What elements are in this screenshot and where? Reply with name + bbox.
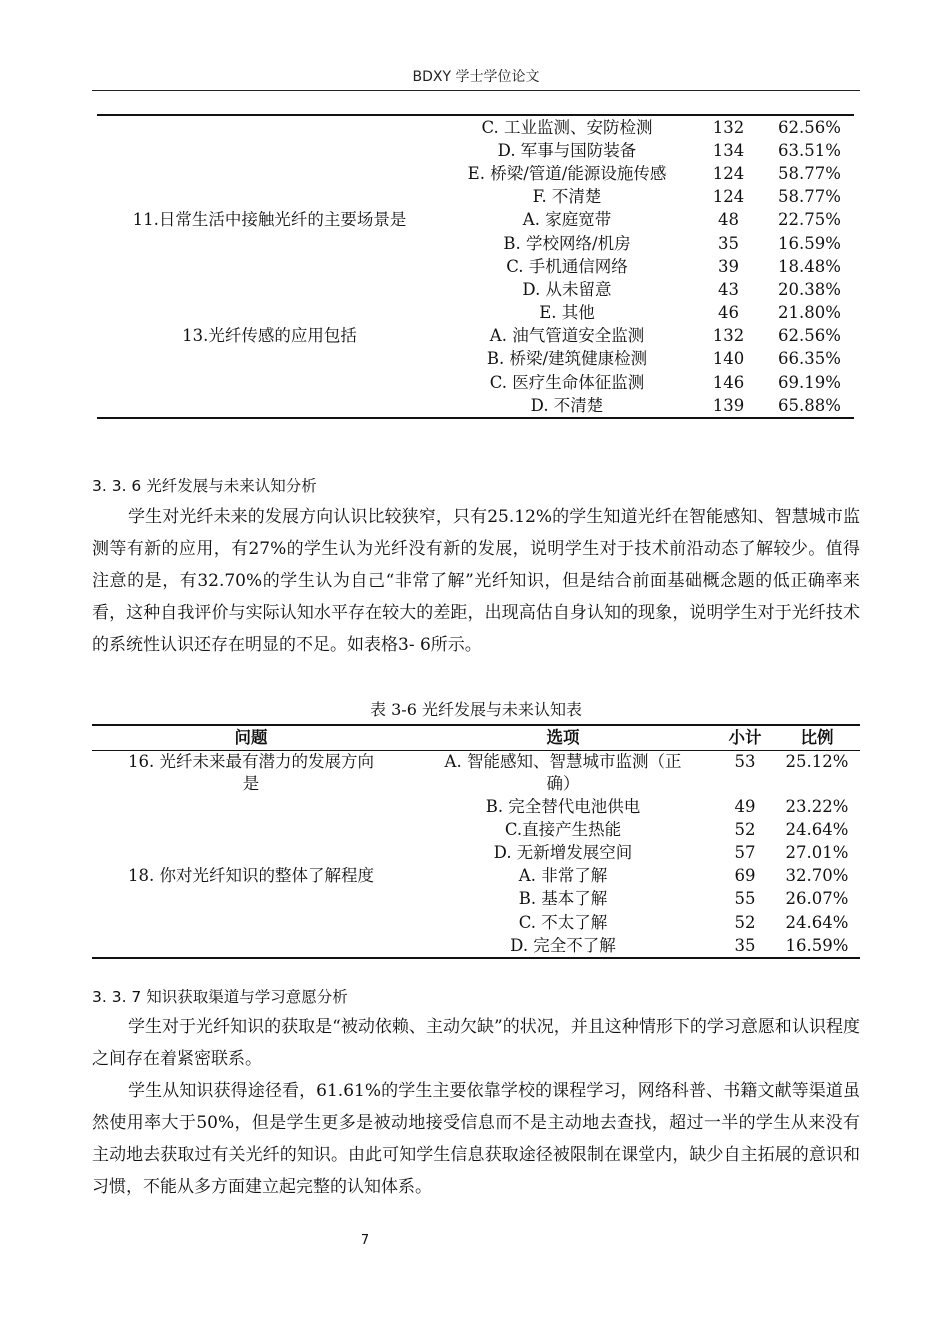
percent-cell: 24.64% xyxy=(785,912,849,932)
count-cell: 35 xyxy=(718,233,739,253)
count-cell: 139 xyxy=(712,395,745,415)
paragraph-3-3-7-b: 学生从知识获得途径看，61.61%的学生主要依靠学校的课程学习，网络科普、书籍文献等渠道虽然使用率大于50%，但是学生更多是被动地接受信息而不是主动地去查找，超过一半的学生从来没有主动地去获取过有关光纤的知识。由此可知学生信息获取途径被限制在课堂内，缺少自主拓展的意识和习惯，不能从多方面建立起完整的认知体系。 xyxy=(92,1081,860,1197)
table-row xyxy=(92,888,860,911)
count-cell: 53 xyxy=(734,752,756,771)
question-cell xyxy=(97,302,442,325)
option-cell: C. 医疗生命体征监测 xyxy=(489,372,645,392)
percent-cell: 58.77% xyxy=(778,187,841,207)
paragraph-3-3-7-a: 学生对于光纤知识的获取是“被动依赖、主动欠缺”的状况，并且这种情形下的学习意愿和认识程度之间存在着紧密联系。 xyxy=(92,1017,860,1069)
table-row xyxy=(97,186,854,209)
percent-cell: 23.22% xyxy=(785,796,849,816)
table-row xyxy=(92,841,860,864)
question-cell xyxy=(97,162,442,185)
count-cell: 55 xyxy=(734,889,756,909)
percent-cell: 26.07% xyxy=(785,889,849,909)
count-cell: 48 xyxy=(718,210,739,230)
question-cell: 11.日常生活中接触光纤的主要场景是 xyxy=(132,210,407,230)
table-header-row xyxy=(92,725,860,751)
option-cell: C.直接产生热能 xyxy=(504,819,622,839)
header-question: 问题 xyxy=(92,725,410,751)
table-row xyxy=(97,115,854,139)
table-row xyxy=(92,934,860,958)
count-cell: 39 xyxy=(718,256,739,276)
header-count: 小计 xyxy=(716,725,774,751)
count-cell: 132 xyxy=(712,326,745,346)
table-row xyxy=(92,818,860,841)
table-row xyxy=(97,255,854,278)
header-rule xyxy=(92,90,860,91)
question-cell: 13.光纤传感的应用包括 xyxy=(182,326,357,346)
table-continued xyxy=(97,114,854,419)
count-cell: 69 xyxy=(734,866,756,886)
option-cell: A. 智能感知、智慧城市监测（正确） xyxy=(444,752,682,793)
count-cell: 124 xyxy=(712,187,745,207)
option-cell: C. 手机通信网络 xyxy=(506,256,628,276)
count-cell: 124 xyxy=(712,163,745,183)
table-row xyxy=(97,209,854,232)
option-cell: B. 完全替代电池供电 xyxy=(485,796,641,816)
option-cell: C. 工业监测、安防检测 xyxy=(481,117,653,137)
count-cell: 134 xyxy=(712,140,745,160)
option-cell: A. 非常了解 xyxy=(518,866,608,886)
option-cell: D. 完全不了解 xyxy=(510,935,616,955)
percent-cell: 65.88% xyxy=(778,395,841,415)
count-cell: 46 xyxy=(718,303,739,323)
percent-cell: 25.12% xyxy=(785,752,849,771)
table-3-6 xyxy=(92,724,860,959)
count-cell: 132 xyxy=(712,117,745,137)
table-caption: 表 3-6 光纤发展与未来认知表 xyxy=(370,700,582,719)
header-percent: 比例 xyxy=(774,725,860,751)
percent-cell: 24.64% xyxy=(785,819,849,839)
count-cell: 52 xyxy=(734,912,756,932)
question-cell: 18. 你对光纤知识的整体了解程度 xyxy=(128,866,374,886)
question-cell xyxy=(97,139,442,162)
table-row xyxy=(92,751,860,796)
percent-cell: 20.38% xyxy=(778,279,841,299)
percent-cell: 32.70% xyxy=(785,866,849,886)
count-cell: 52 xyxy=(734,819,756,839)
percent-cell: 16.59% xyxy=(785,935,849,955)
percent-cell: 62.56% xyxy=(778,326,841,346)
table-row xyxy=(92,795,860,818)
percent-cell: 22.75% xyxy=(778,210,841,230)
percent-cell: 27.01% xyxy=(785,842,849,862)
option-cell: D. 军事与国防装备 xyxy=(497,140,637,160)
page-header: BDXY 学士学位论文 xyxy=(412,69,540,85)
option-cell: C. 不太了解 xyxy=(518,912,608,932)
count-cell: 57 xyxy=(734,842,756,862)
count-cell: 43 xyxy=(718,279,739,299)
question-cell xyxy=(97,348,442,371)
table-row xyxy=(97,348,854,371)
count-cell: 49 xyxy=(734,796,756,816)
option-cell: A. 家庭宽带 xyxy=(522,210,612,230)
table-row xyxy=(97,371,854,394)
question-cell xyxy=(97,115,442,139)
option-cell: B. 学校网络/机房 xyxy=(503,233,631,253)
question-cell: 16. 光纤未来最有潜力的发展方向是 xyxy=(128,752,374,793)
page-number: 7 xyxy=(360,1233,370,1248)
question-cell xyxy=(97,255,442,278)
table-row xyxy=(92,911,860,934)
percent-cell: 63.51% xyxy=(778,140,841,160)
percent-cell: 69.19% xyxy=(778,372,841,392)
option-cell: B. 基本了解 xyxy=(518,889,608,909)
section-heading-3-3-7: 3. 3. 7 知识获取渠道与学习意愿分析 xyxy=(92,988,348,1006)
header-option: 选项 xyxy=(410,725,716,751)
table-row xyxy=(97,302,854,325)
count-cell: 146 xyxy=(712,372,745,392)
paragraph-3-3-6: 学生对光纤未来的发展方向认识比较狭窄，只有25.12%的学生知道光纤在智能感知、智慧城市监测等有新的应用，有27%的学生认为光纤没有新的发展，说明学生对于技术前沿动态了解较少。值得注意的是，有32.70%的学生认为自己“非常了解”光纤知识，但是结合前面基础概念题的低正确率来看，这种自我评价与实际认知水平存在较大的差距，出现高估自身认知的现象，说明学生对于光纤技术的系统性认识还存在明显的不足。如表格3- 6所示。 xyxy=(92,507,860,655)
question-cell xyxy=(97,371,442,394)
option-cell: A. 油气管道安全监测 xyxy=(489,326,645,346)
option-cell: D. 从未留意 xyxy=(522,279,612,299)
option-cell: B. 桥梁/建筑健康检测 xyxy=(486,349,648,369)
percent-cell: 21.80% xyxy=(778,303,841,323)
question-cell xyxy=(97,278,442,301)
table-row xyxy=(97,325,854,348)
option-cell: E. 其他 xyxy=(539,303,595,323)
option-cell: D. 无新增发展空间 xyxy=(493,842,633,862)
question-cell xyxy=(97,232,442,255)
percent-cell: 58.77% xyxy=(778,163,841,183)
option-cell: E. 桥梁/管道/能源设施传感 xyxy=(467,163,667,183)
table-row xyxy=(97,162,854,185)
table-row xyxy=(97,232,854,255)
count-cell: 140 xyxy=(712,349,745,369)
percent-cell: 18.48% xyxy=(778,256,841,276)
table-row xyxy=(92,865,860,888)
count-cell: 35 xyxy=(734,935,756,955)
option-cell: F. 不清楚 xyxy=(532,187,602,207)
table-row xyxy=(97,394,854,418)
table-row xyxy=(97,139,854,162)
section-heading-3-3-6: 3. 3. 6 光纤发展与未来认知分析 xyxy=(92,477,317,495)
percent-cell: 66.35% xyxy=(778,349,841,369)
question-cell xyxy=(97,186,442,209)
question-cell xyxy=(97,394,442,418)
table-row xyxy=(97,278,854,301)
percent-cell: 62.56% xyxy=(778,117,841,137)
percent-cell: 16.59% xyxy=(778,233,841,253)
option-cell: D. 不清楚 xyxy=(530,395,604,415)
